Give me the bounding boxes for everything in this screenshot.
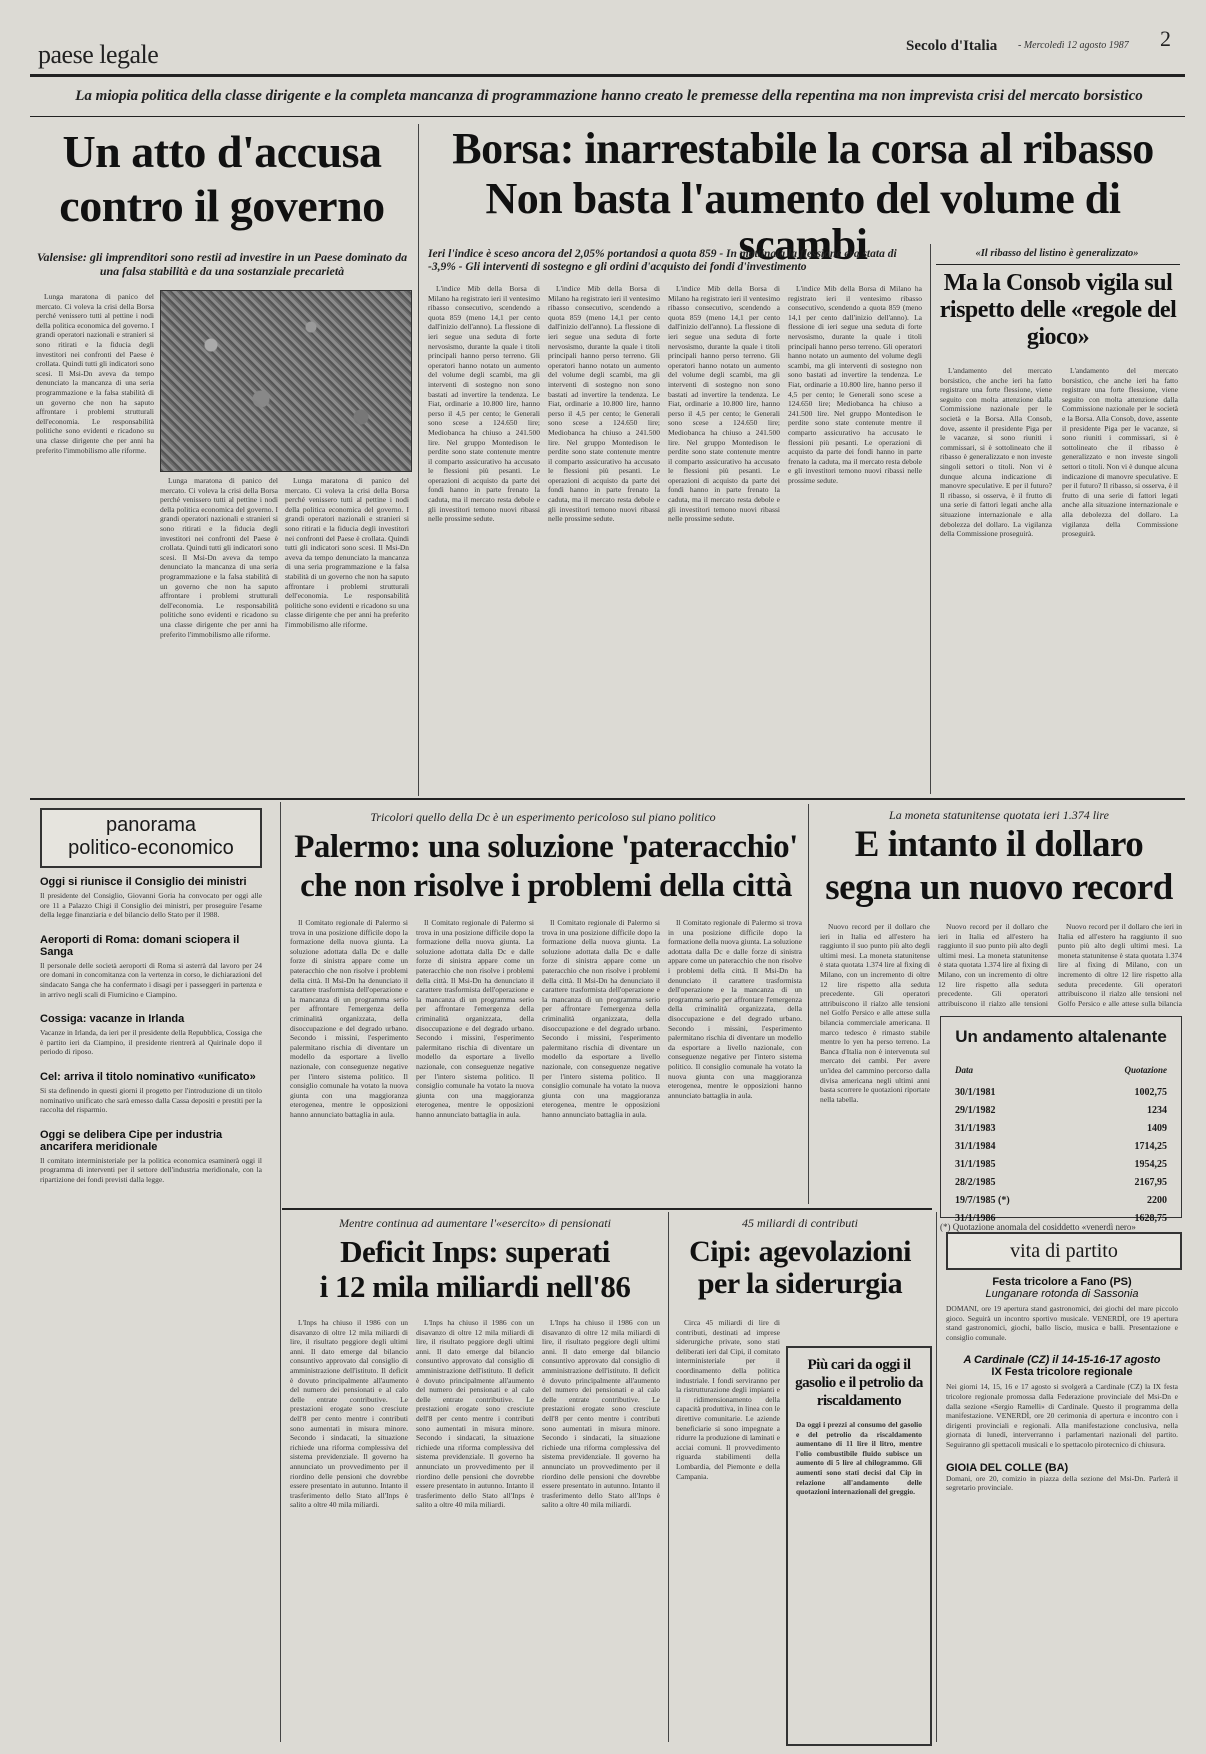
art3-kicker: «Il ribasso del listino è generalizzato»: [975, 248, 1139, 259]
art5-kicker: La moneta statunitense quotata ieri 1.374 lire: [889, 808, 1109, 822]
art2-body-col2: L'indice Mib della Borsa di Milano ha registrato ieri il ventesimo ribasso consecutivo, scendendo a quota 859 (meno 14,1 per cento dall'inizio dell'anno). La flessione di ieri segue una seduta di forte nervosismo, durante la quale i titoli principali hanno perso terreno. Gli operatori hanno notato un aumento del volume degli scambi, ma gli interventi di sostegno non sono bastati ad invertire la tendenza. Le Fiat, ordinarie a 10.800 lire, hanno perso il 4,5 per cento; le Generali sono scese a 124.650 lire; Mediobanca ha chiuso a 241.500 lire. Nel gruppo Montedison le perdite sono state contenute mentre il comparto assicurativo ha accusato le flessioni più pesanti. Le operazioni di acquisto da parte dei fondi hanno in parte frenato la caduta, ma il mercato resta debole e gli investitori temono nuovi ribassi nelle prossime sedute.: [548, 284, 660, 524]
art4-body-col4: Il Comitato regionale di Palermo si trova in una posizione difficile dopo la formazione della nuova giunta. La soluzione adottata dalla Dc e dalle forze di sinistra appare come un pateracchio che non risolve i problemi della città. Il Msi-Dn ha denunciato il carattere trasformista dell'operazione e la mancanza di un programma serio per affrontare l'emergenza della criminalità organizzata, della disoccupazione e del degrado urbano. Secondo i missini, l'esperimento palermitano rischia di diventare un modello da esportare a livello nazionale, con conseguenze negative per l'intero sistema politico. Il consiglio comunale ha votato la nuova giunta con una maggioranza eterogenea, mentre le opposizioni hanno annunciato battaglia in aula.: [668, 918, 802, 1100]
col-header-date: Data: [955, 1065, 973, 1075]
art1-body-col3: Lunga maratona di panico del mercato. Ci voleva la crisi della Borsa perché venissero tutti al pettine i nodi della politica economica del governo. I grandi operatori nazionali e stranieri si sono ritirati e la fiducia degli investitori nei confronti del Paese è crollata. Quindi tutti gli indicatori sono scesi. Il Msi-Dn aveva da tempo denunciato la mancanza di una seria programmazione e la falsa stabilità di un governo che non ha saputo affrontare i problemi strutturali dell'economia. Le responsabilità politiche sono evidenti e ricadono su una classe dirigente che per anni ha preferito l'immobilismo alle riforme.: [285, 476, 409, 629]
art3-body-col1: L'andamento del mercato borsistico, che anche ieri ha fatto registrare una forte flessione, viene seguito con molta attenzione dalla Commissione nazionale per le società e la Borsa. Alla Consob, dove, assente il presidente Piga per le vacanze, si sono riuniti i commissari, si è sottolineato che il ribasso è generalizzato e non investe singoli settori o titoli. Non vi è dunque alcuna indicazione di manovre speculative. E per il futuro? Il ribasso, si osserva, è il frutto di una serie di fattori legati anche alla situazione internazionale e alla debolezza del dollaro. La vigilanza della Commissione proseguirà.: [940, 366, 1052, 539]
page-number: 2: [1160, 26, 1171, 51]
table-row: 31/1/1983 1409: [955, 1122, 1167, 1134]
art4-body-col1: Il Comitato regionale di Palermo si trova in una posizione difficile dopo la formazione della nuova giunta. La soluzione adottata dalla Dc e dalle forze di sinistra appare come un pateracchio che non risolve i problemi della città. Il Msi-Dn ha denunciato il carattere trasformista dell'operazione e la mancanza di un programma serio per affrontare l'emergenza della criminalità organizzata, della disoccupazione e del degrado urbano. Secondo i missini, l'esperimento palermitano rischia di diventare un modello da esportare a livello nazionale, con conseguenze negative per l'intero sistema politico. Il consiglio comunale ha votato la nuova giunta con una maggioranza eterogenea, mentre le opposizioni hanno annunciato battaglia in aula.: [290, 918, 408, 1119]
vita-event-text: Nei giorni 14, 15, 16 e 17 agosto si svolgerà a Cardinale (CZ) la IX festa tricolore regionale promossa dalla Federazione provinciale del Msi-Dn e dalla sezione «Sergio Ramelli» di Cardinale. Questo il programma della manifestazione. VENERDÌ, ore 20 cerimonia di apertura e incontro con i dirigenti provinciali e regionali. Alla manifestazione conclusiva, nella giornata di lunedì, interverranno i parlamentari nazionali del partito. Seguiranno gli spettacoli musicali e lo spettacolo pirotecnico di chiusura.: [946, 1382, 1178, 1449]
table-row: 29/1/1982 1234: [955, 1104, 1167, 1116]
art1-subhead: Valensise: gli imprenditori sono restii ad investire in un Paese dominato da una falsa stabilità e da una sostanziale precarietà: [36, 250, 408, 278]
art6-body-col1: L'Inps ha chiuso il 1986 con un disavanzo di oltre 12 mila miliardi di lire, il risultato peggiore degli ultimi anni. Il dato emerge dal bilancio consuntivo approvato dal consiglio di amministrazione dell'istituto. Il deficit è dovuto principalmente all'aumento del numero dei pensionati e al calo delle entrate contributive. Le prestazioni erogate sono cresciute dell'8 per cento mentre i contributi sono aumentati in misura minore. Secondo i sindacati, la situazione richiede una riforma complessiva del sistema previdenziale. Il governo ha annunciato un provvedimento per il riordino delle pensioni che dovrebbe essere presentato in autunno. Intanto il trasferimento dello Stato all'Inps è salito a oltre 40 mila miliardi.: [290, 1318, 408, 1510]
art3-body-col2: L'andamento del mercato borsistico, che anche ieri ha fatto registrare una forte flessione, viene seguito con molta attenzione dalla Commissione nazionale per le società e la Borsa. Alla Consob, dove, assente il presidente Piga per le vacanze, si sono riuniti i commissari, si è sottolineato che il ribasso è generalizzato e non investe singoli settori o titoli. Non vi è dunque alcuna indicazione di manovre speculative. E per il futuro? Il ribasso, si osserva, è il frutto di una serie di fattori legati anche alla situazione internazionale e alla debolezza del dollaro. La vigilanza della Commissione proseguirà.: [1062, 366, 1178, 539]
fuel-box: [786, 1346, 932, 1746]
fuel-box-title: Più cari da oggi il gasolio e il petrolio da riscaldamento: [795, 1357, 923, 1409]
paper-name: Secolo d'Italia: [906, 38, 998, 54]
page-kicker: La miopia politica della classe dirigente e la completa mancanza di programmazione hanno creato le premesse della repentina ma non imprevista crisi del mercato borsistico: [75, 88, 1143, 104]
vita-event-head: Festa tricolore a Fano (PS): [992, 1276, 1132, 1288]
panorama-item: Oggi se delibera Cipe per industria ancarifera meridionale Il comitato interministeriale per la politica economica esaminerà oggi il programma di interventi per il settore dell'industria meridionale, con la ripartizione dei fondi previsti dalla legge.: [40, 1128, 262, 1184]
art5-body-col2: Nuovo record per il dollaro che ieri in Italia ed all'estero ha raggiunto il suo punto più alto degli ultimi mesi. La moneta statunitense è stata quotata 1.374 lire al fixing di Milano, con un incremento di oltre 12 lire rispetto alla seduta precedente. Gli operatori attribuiscono il rialzo alle tensioni: [938, 922, 1048, 1008]
art2-subhead: Ieri l'indice è sceso ancora del 2,05% portandosi a quota 859 - In mattinata la flessione era stata di -3,9% - Gli interventi di sostegno e gli ordini d'acquisto dei fondi d'investimento: [428, 248, 897, 273]
vita-event-text: Domani, ore 20, comizio in piazza della sezione del Msi-Dn. Parlerà il segretario provinciale.: [946, 1473, 1178, 1493]
art4-headline: Palermo: una soluzione 'pateracchio' che non risolve i problemi della città: [294, 829, 798, 904]
art7-body: Circa 45 miliardi di lire di contributi, destinati ad imprese siderurgiche private, sono stati deliberati ieri dal Cipi, il comitato interministeriale per il coordinamento della politica industriale. I fondi serviranno per la ristrutturazione degli impianti e il ridimensionamento della capacità produttiva, in linea con le direttive comunitarie. Le aziende beneficiarie si sono impegnate a ridurre la produzione di laminati e acciai comuni. Il provvedimento riguarda stabilimenti della Lombardia, del Piemonte e della Campania.: [676, 1318, 780, 1481]
panorama-list: [40, 876, 262, 1744]
col-header-quote: Quotazione: [1124, 1065, 1167, 1075]
art3-headline: Ma la Consob vigila sul rispetto delle «regole del gioco»: [939, 270, 1177, 350]
panorama-header: panorama politico-economico: [40, 808, 262, 868]
art6-body-col3: L'Inps ha chiuso il 1986 con un disavanzo di oltre 12 mila miliardi di lire, il risultato peggiore degli ultimi anni. Il dato emerge dal bilancio consuntivo approvato dal consiglio di amministrazione dell'istituto. Il deficit è dovuto principalmente all'aumento del numero dei pensionati e al calo delle entrate contributive. Le prestazioni erogate sono cresciute dell'8 per cento mentre i contributi sono aumentati in misura minore. Secondo i sindacati, la situazione richiede una riforma complessiva del sistema previdenziale. Il governo ha annunciato un provvedimento per il riordino delle pensioni che dovrebbe essere presentato in autunno. Intanto il trasferimento dello Stato all'Inps è salito a oltre 40 mila miliardi.: [542, 1318, 660, 1510]
art1-body-col1: Lunga maratona di panico del mercato. Ci voleva la crisi della Borsa perché venissero tutti al pettine i nodi della politica economica del governo. I grandi operatori nazionali e stranieri si sono ritirati e la fiducia degli investitori nei confronti del Paese è crollata. Quindi tutti gli indicatori sono scesi. Il Msi-Dn aveva da tempo denunciato la mancanza di una seria programmazione e la falsa stabilità di un governo che non ha saputo affrontare i problemi strutturali dell'economia. Le responsabilità politiche sono evidenti e ricadono su una classe dirigente che per anni ha preferito l'immobilismo alle riforme.: [36, 292, 154, 455]
art4-kicker: Tricolori quello della Dc è un esperimento pericoloso sul piano politico: [370, 810, 716, 824]
table-row: 31/1/1986 1628,75: [955, 1212, 1167, 1224]
art6-kicker: Mentre continua ad aumentare l'«esercito» di pensionati: [339, 1216, 611, 1230]
art6-headline: Deficit Inps: superati i 12 mila miliardi nell'86: [319, 1234, 631, 1304]
art5-body-col3: Nuovo record per il dollaro che ieri in Italia ed all'estero ha raggiunto il suo punto più alto degli ultimi mesi. La moneta statunitense è stata quotata 1.374 lire al fixing di Milano, con un incremento di oltre 12 lire rispetto alla seduta precedente. Gli operatori attribuiscono il rialzo alle tensioni nel Golfo Persico e alle attese sulla bilancia: [1058, 922, 1182, 1008]
dollar-table-box: [940, 1016, 1182, 1224]
vita-header: vita di partito: [946, 1232, 1182, 1270]
art2-body-col3: L'indice Mib della Borsa di Milano ha registrato ieri il ventesimo ribasso consecutivo, scendendo a quota 859 (meno 14,1 per cento dall'inizio dell'anno). La flessione di ieri segue una seduta di forte nervosismo, durante la quale i titoli principali hanno perso terreno. Gli operatori hanno notato un aumento del volume degli scambi, ma gli interventi di sostegno non sono bastati ad invertire la tendenza. Le Fiat, ordinarie a 10.800 lire, hanno perso il 4,5 per cento; le Generali sono scese a 124.650 lire; Mediobanca ha chiuso a 241.500 lire. Nel gruppo Montedison le perdite sono state contenute mentre il comparto assicurativo ha accusato le flessioni più pesanti. Le operazioni di acquisto da parte dei fondi hanno in parte frenato la caduta, ma il mercato resta debole e gli investitori temono nuovi ribassi nelle prossime sedute.: [668, 284, 780, 524]
art7-headline: Cipi: agevolazioni per la siderurgia: [689, 1235, 911, 1300]
dollar-divider: [808, 804, 809, 1204]
art2-headline: Borsa: inarrestabile la corsa al ribasso Non basta l'aumento del volume di scambi: [452, 124, 1154, 270]
panorama-item: Aeroporti di Roma: domani sciopera il Sanga Il personale delle società aeroporti di Roma si asterrà dal lavoro per 24 ore domani in concomitanza con la vertenza in corso, le dichiarazioni del sindacato Sanga che ha confermato i disagi per i passeggeri in partenza e in arrivo negli scali di Fiumicino e Ciampino.: [40, 933, 262, 999]
news-photo: [160, 290, 412, 472]
table-row: 19/7/1985 (*) 2200: [955, 1194, 1167, 1206]
art2-body-col4: L'indice Mib della Borsa di Milano ha registrato ieri il ventesimo ribasso consecutivo, scendendo a quota 859 (meno 14,1 per cento dall'inizio dell'anno). La flessione di ieri segue una seduta di forte nervosismo, durante la quale i titoli principali hanno perso terreno. Gli operatori hanno notato un aumento del volume degli scambi, ma gli interventi di sostegno non sono bastati ad invertire la tendenza. Le Fiat, ordinarie a 10.800 lire, hanno perso il 4,5 per cento; le Generali sono scese a 124.650 lire; Mediobanca ha chiuso a 241.500 lire. Nel gruppo Montedison le perdite sono state contenute mentre il comparto assicurativo ha accusato le flessioni più pesanti. Le operazioni di acquisto da parte dei fondi hanno in parte frenato la caduta, ma il mercato resta debole e gli investitori temono nuovi ribassi nelle prossime sedute.: [788, 284, 922, 485]
table-footnote: (*) Quotazione anomala del cosiddetto «venerdì nero»: [940, 1222, 1136, 1232]
fuel-box-body: Da oggi i prezzi al consumo del gasolio e del petrolio da riscaldamento aumentano di 11 lire il litro, mentre l'olio combustibile fluido subisce un aumento di 5 lire al chilogrammo. Gli aumenti sono stati decisi dal Cip in relazione all'andamento delle quotazioni internazionali del greggio.: [796, 1420, 922, 1497]
vita-event-head: GIOIA DEL COLLE (BA): [946, 1461, 1069, 1474]
vita-event-head: A Cardinale (CZ) il 14-15-16-17 agosto: [963, 1354, 1161, 1367]
lower-fold-rule: [282, 1208, 932, 1210]
vita-event-text: DOMANI, ore 19 apertura stand gastronomici, dei giochi del mare piccolo gioco. Seguirà un incontro sportivo musicale. VENERDÌ, ore 19 apertura stand gastronomici, giochi, ballo liscio, musica e balli. Presentazione e consiglio comunale.: [946, 1304, 1178, 1342]
upper-fold-rule: [30, 798, 1185, 800]
panorama-item: Cel: arriva il titolo nominativo «unificato» Si sta definendo in questi giorni il progetto per l'introduzione di un titolo nominativo unificato che sarà emesso dalla Cassa depositi e prestiti per la raccolta del risparmio.: [40, 1070, 262, 1115]
table-row: 28/2/1985 2167,95: [955, 1176, 1167, 1188]
panorama-divider: [280, 802, 281, 1742]
section-title: paese legale: [38, 40, 159, 69]
vita-list: [946, 1276, 1178, 1744]
art3-kicker-rule: [936, 264, 1180, 265]
kicker-rule: [30, 116, 1185, 117]
vita-event-sub: IX Festa tricolore regionale: [991, 1366, 1133, 1379]
art1-body-col2: Lunga maratona di panico del mercato. Ci voleva la crisi della Borsa perché venissero tutti al pettine i nodi della politica economica del governo. I grandi operatori nazionali e stranieri si sono ritirati e la fiducia degli investitori nei confronti del Paese è crollata. Quindi tutti gli indicatori sono scesi. Il Msi-Dn aveva da tempo denunciato la mancanza di una seria programmazione e la falsa stabilità di un governo che non ha saputo affrontare i problemi strutturali dell'economia. Le responsabilità politiche sono evidenti e ricadono su una classe dirigente che per anni ha preferito l'immobilismo alle riforme.: [160, 476, 278, 639]
vita-divider: [936, 1212, 937, 1742]
panorama-item: Oggi si riunisce il Consiglio dei ministri Il presidente del Consiglio, Giovanni Goria ha convocato per oggi alle ore 11 a Palazzo Chigi il Consiglio dei ministri, per proseguire l'esame della legge finanziaria e del bilancio dello Stato per il 1988.: [40, 876, 262, 920]
masthead-rule: [30, 74, 1185, 77]
col-divider: [418, 124, 419, 796]
art1-headline: Un atto d'accusa contro il governo: [59, 126, 385, 232]
art6-body-col2: L'Inps ha chiuso il 1986 con un disavanzo di oltre 12 mila miliardi di lire, il risultato peggiore degli ultimi anni. Il dato emerge dal bilancio consuntivo approvato dal consiglio di amministrazione dell'istituto. Il deficit è dovuto principalmente all'aumento del numero dei pensionati e al calo delle entrate contributive. Le prestazioni erogate sono cresciute dell'8 per cento mentre i contributi sono aumentati in misura minore. Secondo i sindacati, la situazione richiede una riforma complessiva del sistema previdenziale. Il governo ha annunciato un provvedimento per il riordino delle pensioni che dovrebbe essere presentato in autunno. Intanto il trasferimento dello Stato all'Inps è salito a oltre 40 mila miliardi.: [416, 1318, 534, 1510]
art2-body-col1: L'indice Mib della Borsa di Milano ha registrato ieri il ventesimo ribasso consecutivo, scendendo a quota 859 (meno 14,1 per cento dall'inizio dell'anno). La flessione di ieri segue una seduta di forte nervosismo, durante la quale i titoli principali hanno perso terreno. Gli operatori hanno notato un aumento del volume degli scambi, ma gli interventi di sostegno non sono bastati ad invertire la tendenza. Le Fiat, ordinarie a 10.800 lire, hanno perso il 4,5 per cento; le Generali sono scese a 124.650 lire; Mediobanca ha chiuso a 241.500 lire. Nel gruppo Montedison le perdite sono state contenute mentre il comparto assicurativo ha accusato le flessioni più pesanti. Le operazioni di acquisto da parte dei fondi hanno in parte frenato la caduta, ma il mercato resta debole e gli investitori temono nuovi ribassi nelle prossime sedute.: [428, 284, 540, 524]
art5-body-col1: Nuovo record per il dollaro che ieri in Italia ed all'estero ha raggiunto il suo punto più alto degli ultimi mesi. La moneta statunitense è stata quotata 1.374 lire al fixing di Milano, con un incremento di oltre 12 lire rispetto alla seduta precedente. Gli operatori attribuiscono il rialzo alle tensioni nel Golfo Persico e alle attese sulla bilancia commerciale americana. Il marco tedesco è rimasto stabile mentre lo yen ha perso terreno. La Banca d'Italia non è intervenuta sul mercato dei cambi. Per avere un'idea del cammino percorso dalla divisa americana negli ultimi anni basta scorrere le quotazioni riportate nella tabella.: [820, 922, 930, 1104]
inps-divider: [668, 1212, 669, 1742]
vita-event-sub: Lunganare rotonda di Sassonia: [985, 1288, 1139, 1300]
art4-body-col3: Il Comitato regionale di Palermo si trova in una posizione difficile dopo la formazione della nuova giunta. La soluzione adottata dalla Dc e dalle forze di sinistra appare come un pateracchio che non risolve i problemi della città. Il Msi-Dn ha denunciato il carattere trasformista dell'operazione e la mancanza di un programma serio per affrontare l'emergenza della criminalità organizzata, della disoccupazione e del degrado urbano. Secondo i missini, l'esperimento palermitano rischia di diventare un modello da esportare a livello nazionale, con conseguenze negative per l'intero sistema politico. Il consiglio comunale ha votato la nuova giunta con una maggioranza eterogenea, mentre le opposizioni hanno annunciato battaglia in aula.: [542, 918, 660, 1119]
table-row: 30/1/1981 1002,75: [955, 1086, 1167, 1098]
art5-headline: E intanto il dollaro segna un nuovo record: [825, 824, 1173, 908]
art7-kicker: 45 miliardi di contributi: [742, 1216, 858, 1230]
art4-body-col2: Il Comitato regionale di Palermo si trova in una posizione difficile dopo la formazione della nuova giunta. La soluzione adottata dalla Dc e dalle forze di sinistra appare come un pateracchio che non risolve i problemi della città. Il Msi-Dn ha denunciato il carattere trasformista dell'operazione e la mancanza di un programma serio per affrontare l'emergenza della criminalità organizzata, della disoccupazione e del degrado urbano. Secondo i missini, l'esperimento palermitano rischia di diventare un modello da esportare a livello nazionale, con conseguenze negative per l'intero sistema politico. Il consiglio comunale ha votato la nuova giunta con una maggioranza eterogenea, mentre le opposizioni hanno annunciato battaglia in aula.: [416, 918, 534, 1119]
dollar-table-title: Un andamento altalenante: [955, 1027, 1167, 1046]
table-row: 31/1/1985 1954,25: [955, 1158, 1167, 1170]
dollar-table: [951, 1063, 1171, 1245]
table-row: 31/1/1984 1714,25: [955, 1140, 1167, 1152]
panorama-item: Cossiga: vacanze in Irlanda Vacanze in Irlanda, da ieri per il presidente della Repubblica, Cossiga che è partito ieri da Ciampino, il presidente rientrerà al Quirinale dopo il periodo di riposo.: [40, 1013, 262, 1057]
issue-date: - Mercoledì 12 agosto 1987: [1018, 40, 1129, 51]
